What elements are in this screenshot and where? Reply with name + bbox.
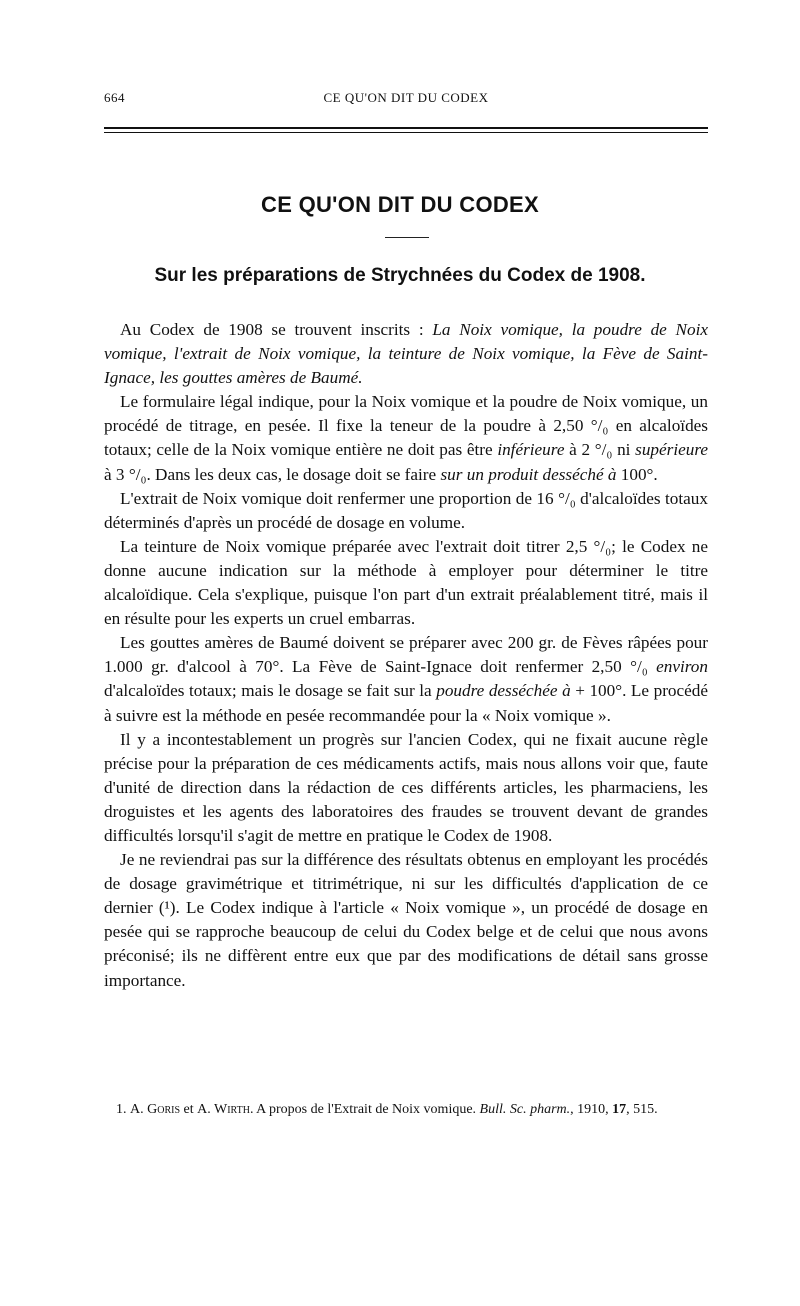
footnote-and: et: [180, 1102, 198, 1117]
paragraph-4: La teinture de Noix vomique préparée avec l'extrait doit titrer 2,5 °/₀; le Codex ne donne aucune indication sur la méthode à employer pour déterminer le titre alcaloïdique. Cela s'explique, puisque l'on part d'un extrait préalablement titré, mais il en résulte pour les experts un cruel embarras.: [104, 536, 708, 629]
p2-text-e: à 3 °/₀. Dans les deux cas, le dosage doit se faire: [104, 464, 441, 484]
page-number: 664: [104, 90, 125, 105]
paragraph-3: L'extrait de Noix vomique doit renfermer une proportion de 16 °/₀ d'alcaloïdes totaux déterminés d'après un procédé de dosage en volume.: [104, 488, 708, 532]
footnote-year: , 1910,: [570, 1102, 613, 1117]
p2-italic-superieure: supérieure: [635, 440, 709, 460]
paragraph-1: [104, 318, 708, 390]
p5-text-a: Les gouttes amères de Baumé doivent se préparer avec 200 gr. de Fèves râpées pour 1.000 gr. d'alcool à 70°. La Fève de Saint-Ignace doit renfermer 2,50 °/₀: [104, 633, 708, 677]
p2-text-g: 100°.: [616, 464, 658, 484]
article-body: [104, 318, 708, 993]
paragraph-2: [104, 390, 708, 486]
paragraph-6: Il y a incontestablement un progrès sur l'ancien Codex, qui ne fixait aucune règle précise pour la préparation de ces médicaments actifs, mais nous allons voir que, faute d'unité de direction dans la rédaction de ces différents articles, les pharmaciens, les droguistes et les agents des laboratoires des fraudes se trouvent devant de grandes difficultés lorsqu'il s'agit de mettre en pratique le Codex de 1908.: [104, 729, 708, 845]
header-rule-thin: [104, 132, 708, 133]
footnote-text: . A propos de l'Extrait de Noix vomique.: [249, 1102, 480, 1117]
footnotes: [104, 1100, 708, 1120]
header-rule-thick: [104, 127, 708, 129]
footnote-author-2: A. Wirth: [197, 1102, 250, 1117]
article-subtitle: Sur les préparations de Strychnées du Codex de 1908.: [154, 265, 646, 286]
paragraph-7: Je ne reviendrai pas sur la différence des résultats obtenus en employant les procédés de dosage gravimétrique et titrimétrique, ni sur les difficultés d'application de ce dernier (¹). Le Codex indique à l'article « Noix vomique », un procédé de dosage en pesée qui se rapproche beaucoup de celui du Codex belge et de celui que nous avons préconisé; ils ne diffèrent entre eux que par des modifications de détail sans grosse importance.: [104, 850, 708, 990]
p5-text-e: + 100°. Le procédé à suivre est la méthode en pesée recommandée pour la « Noix vomique ».: [104, 681, 708, 725]
footnote-volume: 17: [612, 1102, 627, 1117]
p2-italic-produit: sur un produit desséché à: [440, 464, 617, 484]
p1-italic-list: La Noix vomique, la poudre de Noix vomique, l'extrait de Noix vomique, la teinture de Noix vomique, la Fève de Saint-Ignace, les gouttes amères de Baumé.: [104, 320, 708, 388]
p5-italic-environ: environ: [656, 657, 708, 677]
article-title: CE QU'ON DIT DU CODEX: [261, 192, 539, 217]
footnote-number: 1.: [116, 1102, 127, 1117]
running-title: CE QU'ON DIT DU CODEX: [323, 90, 489, 105]
footnote-author-1: A. Goris: [130, 1102, 181, 1117]
footnote-journal: Bull. Sc. pharm.: [479, 1102, 571, 1117]
p5-italic-poudre: poudre desséchée à: [436, 681, 571, 701]
footnote-page: , 515.: [626, 1102, 658, 1117]
p1-text: Au Codex de 1908 se trouvent inscrits :: [120, 320, 433, 339]
p2-text-c: à 2 °/₀ ni: [564, 440, 636, 460]
running-head: [104, 90, 708, 112]
p5-text-c: d'alcaloïdes totaux; mais le dosage se fait sur la: [104, 681, 437, 701]
paragraph-5: [104, 631, 708, 727]
footnote-1: [104, 1100, 708, 1120]
p2-text-a: Le formulaire légal indique, pour la Noix vomique et la poudre de Noix vomique, un procédé de titrage, en pesée. Il fixe la teneur de la poudre à 2,50 °/₀ en alcaloïdes totaux; celle de la Noix vomique entière ne doit pas être: [104, 392, 708, 460]
p2-italic-inferieure: inférieure: [497, 440, 565, 460]
title-separator: [385, 237, 429, 238]
